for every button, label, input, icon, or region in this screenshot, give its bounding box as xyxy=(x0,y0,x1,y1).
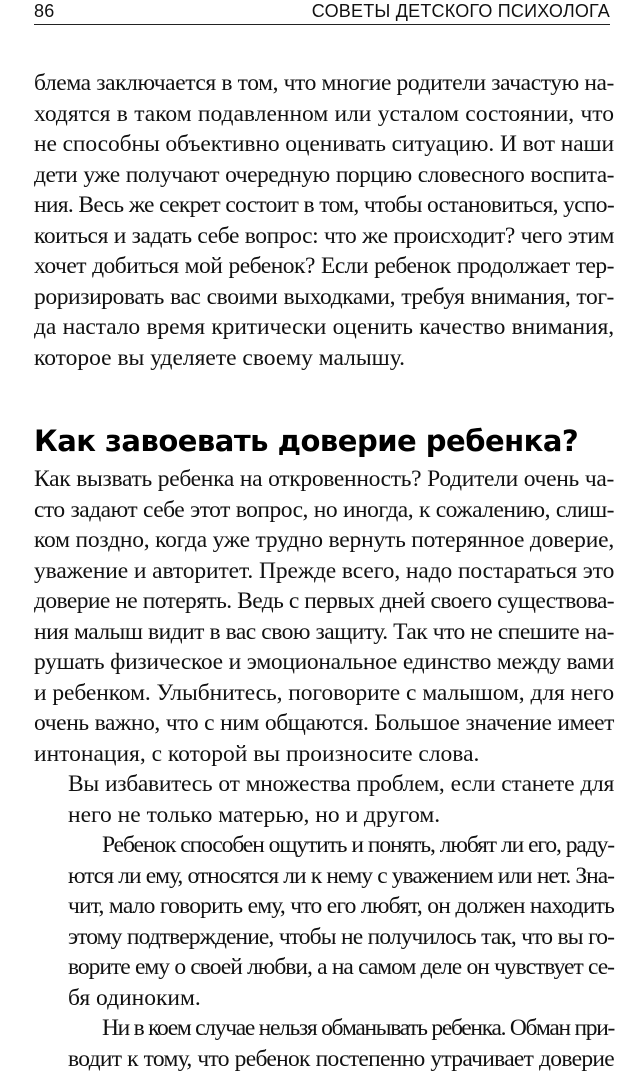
text-line: ходятся в таком подавленном или усталом состоянии, что xyxy=(34,99,614,130)
page-header xyxy=(34,0,610,25)
text-line: бя одиноким. xyxy=(34,983,614,1014)
text-line: и ребенком. Улыбнитесь, поговорите с малышом, для него xyxy=(34,678,614,709)
text-line: уважение и авторитет. Прежде всего, надо постараться это xyxy=(34,556,614,587)
text-line: очень важно, что с ним общаются. Большое значение имеет xyxy=(34,708,614,739)
paragraph xyxy=(34,1013,614,1074)
text-line: да настало время критически оценить качество внимания, xyxy=(34,312,614,343)
paragraph xyxy=(34,769,614,830)
text-line: коиться и задать себе вопрос: что же происходит? чего этим xyxy=(34,221,614,252)
text-line: Как вызвать ребенка на откровенность? Родители очень ча- xyxy=(34,464,614,495)
text-line: хочет добиться мой ребенок? Если ребенок продолжает тер- xyxy=(34,251,614,282)
text-line: Ни в коем случае нельзя обманывать ребенка. Обман при- xyxy=(34,1013,614,1044)
text-line: чит, мало говорить ему, что его любят, он должен находить xyxy=(34,891,614,922)
text-line: ком поздно, когда уже трудно вернуть потерянное доверие, xyxy=(34,525,614,556)
paragraph xyxy=(34,464,614,769)
text-line: интонация, с которой вы произносите слова. xyxy=(34,739,614,770)
page-number: 86 xyxy=(34,1,54,22)
section-heading: Как завоевать доверие ребенка? xyxy=(34,421,614,461)
text-line: сто задают себе этот вопрос, но иногда, к сожалению, слиш- xyxy=(34,495,614,526)
running-title: СОВЕТЫ ДЕТСКОГО ПСИХОЛОГА xyxy=(312,1,610,22)
text-line: рушать физическое и эмоциональное единство между вами xyxy=(34,647,614,678)
text-line: доверие не потерять. Ведь с первых дней своего существова- xyxy=(34,586,614,617)
text-line: ются ли ему, относятся ли к нему с уважением или нет. Зна- xyxy=(34,861,614,892)
text-line: ния малыш видит в вас свою защиту. Так что не спешите на- xyxy=(34,617,614,648)
text-line: ворите ему о своей любви, а на самом деле он чувствует се- xyxy=(34,952,614,983)
text-line: ния. Весь же секрет состоит в том, чтобы остановиться, успо- xyxy=(34,190,614,221)
paragraph xyxy=(34,68,614,373)
text-line: Ребенок способен ощутить и понять, любят ли его, раду- xyxy=(34,830,614,861)
text-line: блема заключается в том, что многие родители зачастую на- xyxy=(34,68,614,99)
text-line: Вы избавитесь от множества проблем, если станете для xyxy=(34,769,614,800)
paragraph xyxy=(34,830,614,1013)
text-block-trust xyxy=(34,464,614,1074)
text-line: дети уже получают очередную порцию словесного воспита- xyxy=(34,160,614,191)
text-line: не способны объективно оценивать ситуацию. И вот наши xyxy=(34,129,614,160)
text-block-intro xyxy=(34,68,614,373)
text-line: него не только матерью, но и другом. xyxy=(34,800,614,831)
text-line: водит к тому, что ребенок постепенно утрачивает доверие xyxy=(34,1044,614,1074)
text-line: которое вы уделяете своему малышу. xyxy=(34,343,614,374)
text-line: этому подтверждение, чтобы не получилось так, что вы го- xyxy=(34,922,614,953)
text-line: роризировать вас своими выходками, требуя внимания, тог- xyxy=(34,282,614,313)
